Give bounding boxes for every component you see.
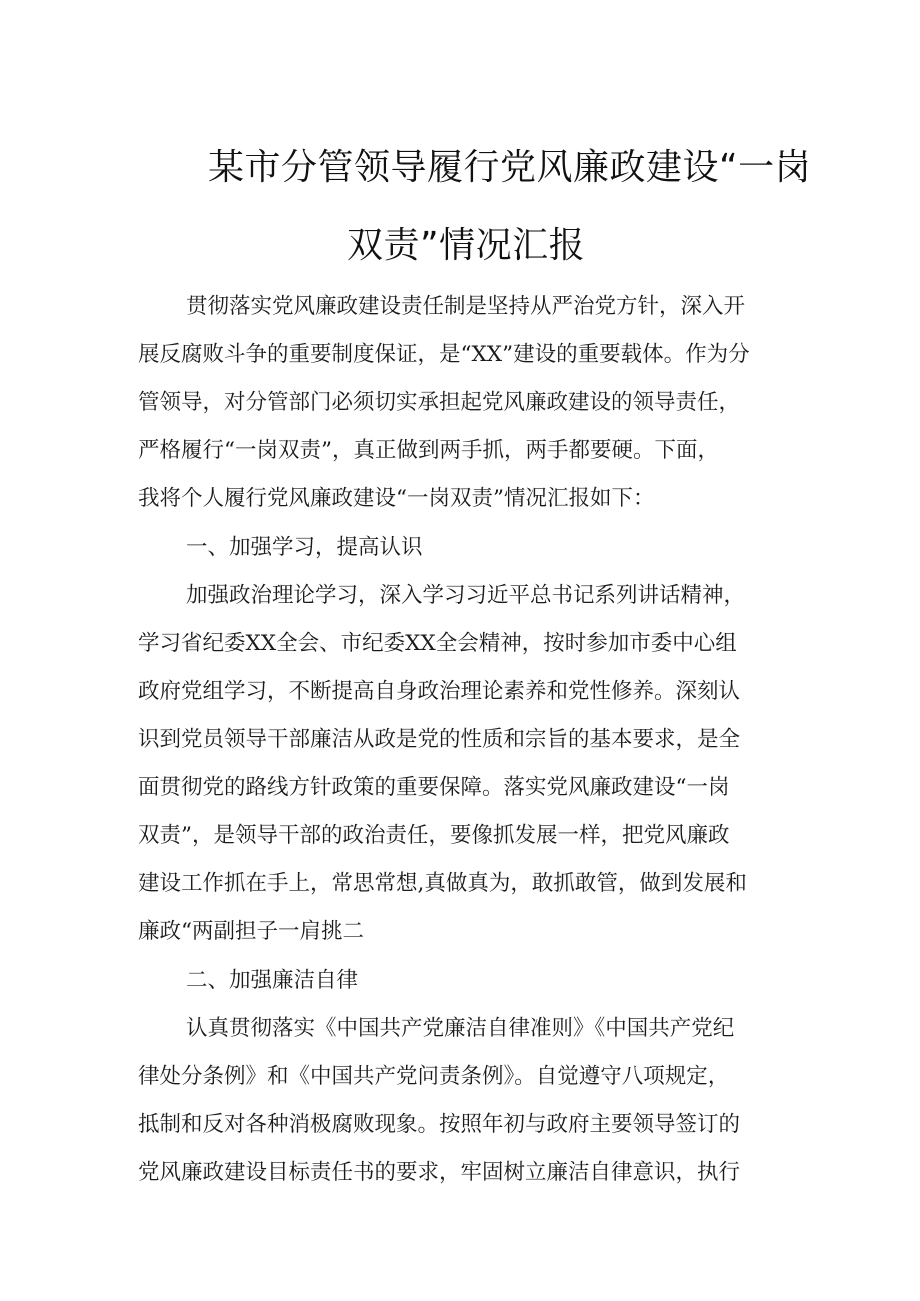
section-heading: 一、加强学习，提高认识 bbox=[186, 535, 423, 560]
section-heading: 二、加强廉洁自律 bbox=[186, 968, 359, 993]
body-line: 管领导，对分管部门必须切实承担起党风廉政建设的领导责任， bbox=[138, 390, 741, 415]
body-line: 我将个人履行党风廉政建设“一岗双责”情况汇报如下： bbox=[138, 486, 655, 511]
body-line: 律处分条例》和《中国共产党问责条例》。自觉遵守八项规定， bbox=[138, 1064, 730, 1089]
body-line: 政府党组学习，不断提高自身政治理论素养和党性修养。深刻认 bbox=[138, 679, 741, 704]
body-line: 面贯彻党的路线方针政策的重要保障。落实党风廉政建设“一岗 bbox=[138, 775, 730, 800]
body-line: 展反腐败斗争的重要制度保证，是“XX”建设的重要载体。作为分 bbox=[138, 342, 750, 367]
body-line: 抵制和反对各种消极腐败现象。按照年初与政府主要领导签订的 bbox=[138, 1112, 741, 1137]
document-title-line-1: 某市分管领导履行党风廉政建设“一岗 bbox=[208, 147, 812, 188]
document-title-line-2: 双责”情况汇报 bbox=[347, 225, 586, 266]
body-line: 认真贯彻落实《中国共产党廉洁自律准则》《中国共产党纪 bbox=[186, 1016, 735, 1041]
body-line: 严格履行“一岗双责”，真正做到两手抓，两手都要硬。下面， bbox=[138, 438, 719, 463]
body-line: 学习省纪委XX全会、市纪委XX全会精神，按时参加市委中心组 bbox=[138, 631, 737, 656]
body-line: 廉政“两副担子一肩挑二 bbox=[138, 919, 364, 944]
body-line: 双责”，是领导干部的政治责任，要像抓发展一样，把党风廉政 bbox=[138, 823, 730, 848]
body-line: 贯彻落实党风廉政建设责任制是坚持从严治党方针，深入开 bbox=[186, 294, 746, 319]
body-line: 识到党员领导干部廉洁从政是党的性质和宗旨的基本要求，是全 bbox=[138, 727, 741, 752]
body-line: 加强政治理论学习，深入学习习近平总书记系列讲话精神， bbox=[186, 583, 746, 608]
body-line: 党风廉政建设目标责任书的要求，牢固树立廉洁自律意识，执行 bbox=[138, 1160, 741, 1185]
body-line: 建设工作抓在手上，常思常想,真做真为，敢抓敢管，做到发展和 bbox=[138, 871, 747, 896]
